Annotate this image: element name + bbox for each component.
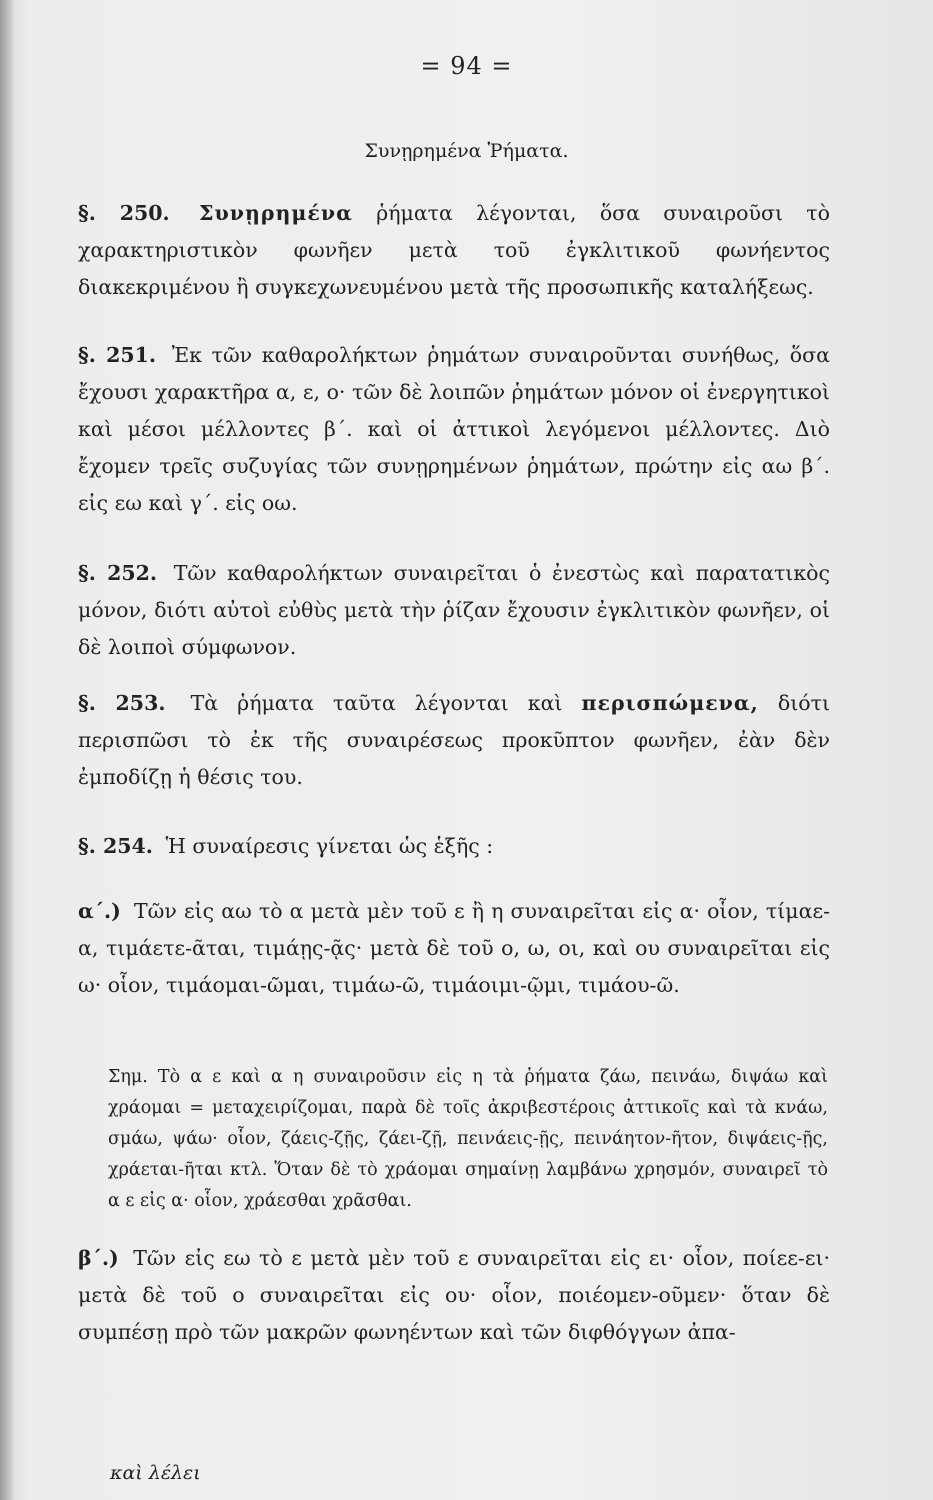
subsection-alpha [78,893,830,1004]
subsection-label: β΄.) [78,1246,119,1270]
paragraph-text: Τῶν καθαρολήκτων συναιρεῖται ὁ ἐνεστὼς καὶ παρατατικὸς μόνον, διότι αὐτοὶ εὐθὺς μετὰ τὴν ῥίζαν ἔχουσιν ἐγκλιτικὸν φωνῆεν, οἱ δὲ λοιποὶ σύμφωνον. [78,561,830,659]
paragraph-text: Ἐκ τῶν καθαρολήκτων ῥημάτων συναιροῦνται συνήθως, ὅσα ἔχουσι χαρακτῆρα α, ε, ο· τῶν δὲ λοιπῶν ῥημάτων μόνον οἱ ἐνεργητικοὶ καὶ μέσοι μέλλοντες β΄. καὶ οἱ ἀττικοὶ λεγόμενοι μέλλοντες. Διὸ ἔχομεν τρεῖς συζυγίας τῶν συνῃρημένων ῥημάτων, πρώτην εἰς αω β΄. εἰς εω καὶ γ΄. εἰς οω. [78,343,830,515]
section-number: §. 253. [78,691,166,715]
paragraph-254 [78,828,830,865]
bold-term: Συνῃρημένα [199,201,353,225]
paragraph-text: διότι περισπῶσι τὸ ἐκ τῆς συναιρέσεως προκῦπτον φωνῆεν, ἐὰν δὲν ἐμποδίζῃ ἡ θέσις του. [78,691,830,789]
paragraph-text: Ἡ συναίρεσις γίνεται ὡς ἑξῆς : [165,834,494,858]
subsection-label: α΄.) [78,899,121,923]
section-number: §. 251. [78,343,157,367]
paragraph-251 [78,337,830,522]
paragraph-text-before: Τὰ ῥήματα ταῦτα λέγονται καὶ [190,691,563,715]
page-binding-shadow [0,0,14,1500]
paragraph-text: ῥήματα λέγονται, ὅσα συναιροῦσι τὸ χαρακτηριστικὸν φωνῆεν μετὰ τοῦ ἐγκλιτικοῦ φωνήεντος διακεκριμένου ἢ συγκεχωνευμένου μετὰ τῆς προσωπικῆς καταλήξεως. [78,201,830,299]
section-number: §. 250. [78,201,170,225]
paragraph-253 [78,685,830,796]
section-title: Συνῃρημένα Ῥήματα. [364,140,569,162]
bold-term: περισπώμενα, [581,691,759,715]
paragraph-250 [78,195,830,306]
paragraph-text: Τῶν εἰς αω τὸ α μετὰ μὲν τοῦ ε ἢ η συναιρεῖται εἰς α· οἷον, τίμαε-α, τιμάετε-ᾶται, τιμάῃς-ᾷς· μετὰ δὲ τοῦ ο, ω, οι, καὶ ου συναιρεῖται εἰς ω· οἷον, τιμάομαι-ῶμαι, τιμάω-ῶ, τιμάοιμι-ῷμι, τιμάου-ῶ. [78,899,830,997]
section-number: §. 254. [78,834,153,858]
subsection-beta [78,1240,830,1351]
paragraph-text: Τῶν εἰς εω τὸ ε μετὰ μὲν τοῦ ε συναιρεῖται εἰς ει· οἷον, ποίεε-ει· μετὰ δὲ τοῦ ο συναιρεῖται εἰς ου· οἷον, ποιέομεν-οῦμεν· ὅταν δὲ συμπέσῃ πρὸ τῶν μακρῶν φωνηέντων καὶ τῶν διφθόγγων ἀπα- [78,1246,830,1344]
section-number: §. 252. [78,561,158,585]
paragraph-252 [78,555,830,666]
page-number: = 94 = [420,52,513,80]
note-paragraph: Σημ. Τὸ α ε καὶ α η συναιροῦσιν εἰς η τὰ ῥήματα ζάω, πεινάω, διψάω καὶ χράομαι = μεταχειρίζομαι, παρὰ δὲ τοῖς ἀκριβεστέροις ἀττικοῖς καὶ τὰ κνάω, σμάω, ψάω· οἷον, ζάεις-ζῇς, ζάει-ζῇ, πεινάεις-ῇς, πεινάητον-ῆτον, διψάεις-ῇς, χράεται-ῆται κτλ. Ὅταν δὲ τὸ χράομαι σημαίνῃ λαμβάνω χρησμόν, συναιρεῖ τὸ α ε εἰς α· οἷον, χράεσθαι χρᾶσθαι. [108,1067,828,1211]
handwritten-note: καὶ λέλει [110,1462,201,1484]
